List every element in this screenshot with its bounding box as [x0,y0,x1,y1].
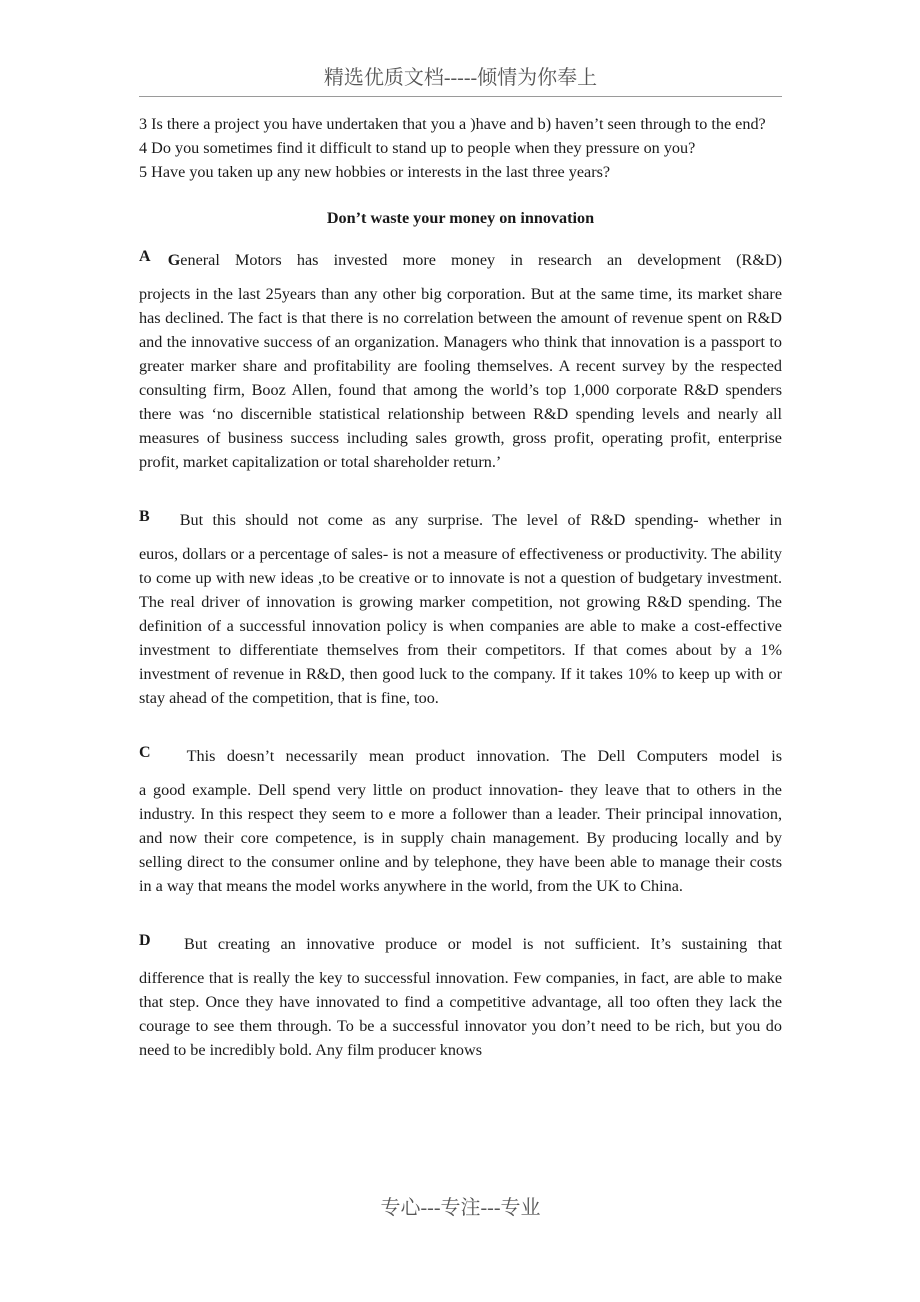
section-d [139,928,782,1062]
section-b-body: euros, dollars or a percentage of sales- is not a measure of effectiveness or productivity. The ability to come up with new ideas ,to be creative or to innovate is not a question of budgetary investment. The real driver of innovation is growing marker competition, not growing R&D spending. The definition of a successful innovation policy is when companies are able to make a cost-effective investment to differentiate themselves from their competitors. If that comes about by a 1% investment of revenue in R&D, then good luck to the company. If it takes 10% to keep up with or stay ahead of the competition, that is fine, too. [139,545,782,707]
section-a [139,244,782,474]
document-body [139,112,782,1062]
section-a-first-line-text: eneral Motors has invested more money in research an development (R&D) [180,251,783,269]
section-c-first-line-text: This doesn’t necessarily mean product innovation. The Dell Computers model is [186,747,782,765]
question-4: 4 Do you sometimes find it difficult to stand up to people when they pressure on you? [139,139,696,157]
section-d-first-line-text: But creating an innovative produce or model is not sufficient. It’s sustaining that [184,935,782,953]
section-b-first-line [139,504,782,542]
section-b-first-line-text: But this should not come as any surprise. The level of R&D spending- whether in [179,511,782,529]
article-title: Don’t waste your money on innovation [326,209,595,227]
section-a-body: projects in the last 25years than any other big corporation. But at the same time, its market share has declined. The fact is that there is no correlation between the amount of revenue spent on R&D and the innovative success of an organization. Managers who think that innovation is a passport to greater marker share and profitability are fooling themselves. A recent survey by the respected consulting firm, Booz Allen, found that among the world’s top 1,000 corporate R&D spenders there was ‘no discernible statistical relationship between R&D spending levels and nearly all measures of business success including sales growth, gross profit, operating profit, enterprise profit, market capitalization or total shareholder return.’ [139,285,782,471]
page-header: 精选优质文档-----倾情为你奉上 [139,64,782,97]
section-a-initial: G [167,251,181,269]
section-b-letter: B [139,508,150,525]
section-a-letter: A [139,248,151,265]
section-d-letter: D [139,932,151,949]
page-footer: 专心---专注---专业 [380,1197,541,1219]
question-5: 5 Have you taken up any new hobbies or interests in the last three years? [139,163,611,181]
section-a-first-line [139,244,782,282]
section-d-first-line [139,928,782,966]
section-c-letter: C [139,744,151,761]
section-b [139,504,782,710]
section-c [139,740,782,898]
section-c-body: a good example. Dell spend very little on product innovation- they leave that to others in the industry. In this respect they seem to e more a follower than a leader. Their principal innovation, and now their core competence, is in supply chain management. By producing locally and by selling direct to the consumer online and by telephone, they have been able to manage their costs in a way that means the model works anywhere in the world, from the UK to China. [139,781,782,895]
section-d-body: difference that is really the key to successful innovation. Few companies, in fact, are able to make that step. Once they have innovated to find a competitive advantage, all too often they lack the courage to see them through. To be a successful innovator you don’t need to be rich, but you do need to be incredibly bold. Any film producer knows [139,969,782,1059]
section-c-first-line [139,740,782,778]
question-3: 3 Is there a project you have undertaken that you a )have and b) haven’t seen through to the end? [139,115,766,133]
